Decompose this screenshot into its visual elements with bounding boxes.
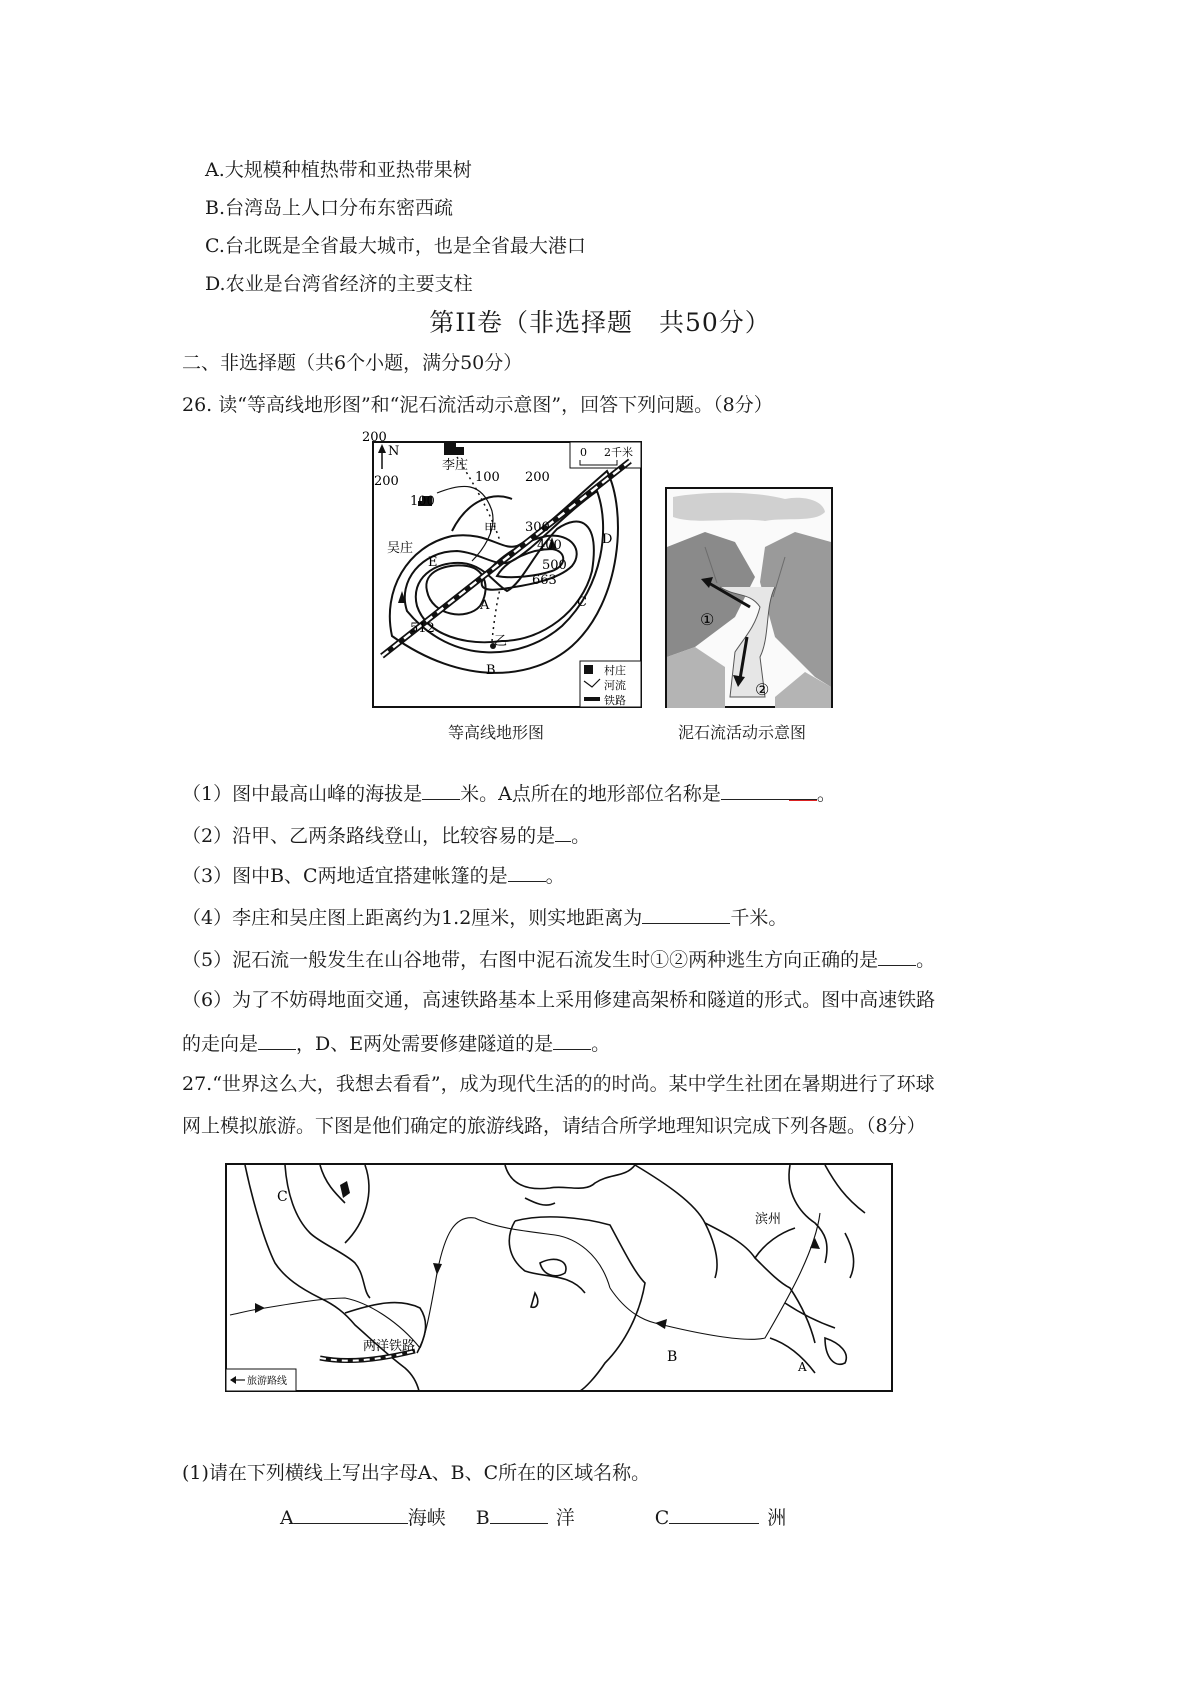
- answer-blank[interactable]: [294, 1503, 408, 1524]
- option-a: A.大规模种植热带和亚热带果树: [205, 159, 472, 181]
- svg-text:0: 0: [580, 446, 587, 459]
- contour-500: 500: [542, 558, 567, 573]
- q26-sub5: （5）泥石流一般发生在山谷地带，右图中泥石流发生时①②两种逃生方向正确的是 。: [182, 945, 935, 973]
- svg-text:2千米: 2千米: [604, 446, 633, 459]
- answer-blank[interactable]: [642, 903, 730, 924]
- route-yi: 乙: [494, 634, 508, 649]
- q26-sub3: （3）图中B、C两地适宜搭建帐篷的是 。: [182, 861, 565, 889]
- point-a: A: [480, 598, 490, 613]
- q26-sub6-line1: （6）为了不妨碍地面交通，高速铁路基本上采用修建高架桥和隧道的形式。图中高速铁路: [182, 989, 936, 1011]
- village-lizhuang: 李庄: [442, 458, 469, 473]
- point-e: E: [428, 555, 438, 570]
- option-c: C.台北既是全省最大城市，也是全省最大港口: [205, 235, 586, 257]
- region-label-a: A: [798, 1360, 807, 1374]
- legend-route: 旅游路线: [247, 1376, 287, 1387]
- section-title: 第II卷（非选择题 共50分）: [429, 308, 771, 337]
- contour-100-a: 100: [410, 494, 435, 509]
- q26-stem: 26. 读“等高线地形图”和“泥石流活动示意图”，回答下列问题。（8分）: [182, 394, 773, 416]
- region-label-b: B: [667, 1349, 678, 1365]
- section-header: 二、非选择题（共6个小题，满分50分）: [182, 352, 523, 374]
- option-d: D.农业是台湾省经济的主要支柱: [205, 273, 473, 295]
- region-label-c: C: [277, 1189, 288, 1205]
- peak-663: 663: [532, 573, 557, 588]
- svg-text:200: 200: [362, 430, 387, 445]
- answer-blank[interactable]: [721, 779, 817, 800]
- contour-100-b: 100: [475, 470, 500, 485]
- mudflow-caption: 泥石流活动示意图: [678, 723, 807, 742]
- legend-river: 河流: [604, 679, 626, 692]
- answer-blank[interactable]: [555, 821, 571, 842]
- q27-sub1: (1)请在下列横线上写出字母A、B、C所在的区域名称。: [182, 1462, 651, 1484]
- q26-sub6-line2: 的走向是 ，D、E两处需要修建隧道的是 。: [182, 1029, 610, 1057]
- contour-400: 400: [537, 538, 562, 553]
- legend-village: 村庄: [604, 664, 626, 677]
- q26-sub2: （2）沿甲、乙两条路线登山，比较容易的是 。: [182, 821, 590, 849]
- world-route-map: [225, 1163, 893, 1392]
- contour-300: 300: [525, 520, 550, 535]
- escape-arrow-2: ②: [755, 680, 770, 699]
- q26-sub1: （1）图中最高山峰的海拔是 米。A点所在的地形部位名称是 。: [182, 779, 836, 807]
- city-binzhou: 滨州: [755, 1212, 782, 1227]
- option-b: B.台湾岛上人口分布东密西疏: [205, 197, 454, 219]
- answer-blank[interactable]: [878, 945, 916, 966]
- contour-200-b: 200: [525, 470, 550, 485]
- railway-label: 两洋铁路: [363, 1339, 416, 1354]
- point-c: C: [577, 595, 587, 610]
- point-d: D: [602, 532, 613, 547]
- answer-blank[interactable]: [669, 1503, 759, 1524]
- answer-blank[interactable]: [508, 861, 546, 882]
- peak-512: 512: [410, 621, 435, 636]
- q27-stem-line1: 27.“世界这么大，我想去看看”，成为现代生活的的时尚。某中学生社团在暑期进行了环球: [182, 1073, 935, 1095]
- contour-caption: 等高线地形图: [448, 723, 545, 742]
- contour-200-a: 200: [374, 474, 399, 489]
- mudflow-diagram: [665, 487, 833, 708]
- answer-blank[interactable]: [490, 1503, 548, 1524]
- route-jia: 甲: [484, 522, 498, 537]
- q27-fill-line: A 海峡 B 洋 C 洲: [280, 1503, 786, 1531]
- contour-map: [362, 430, 642, 708]
- q26-sub4: （4）李庄和吴庄图上距离约为1.2厘米，则实地距离为 千米。: [182, 903, 787, 931]
- q27-stem-line2: 网上模拟旅游。下图是他们确定的旅游线路，请结合所学地理知识完成下列各题。（8分）: [182, 1115, 926, 1137]
- north-label: N: [388, 444, 400, 459]
- legend-railway: 铁路: [604, 694, 626, 707]
- village-wuzhuang: 吴庄: [387, 541, 414, 556]
- answer-blank[interactable]: [553, 1029, 591, 1050]
- point-b: B: [486, 663, 496, 678]
- answer-blank[interactable]: [258, 1029, 296, 1050]
- answer-blank[interactable]: [422, 779, 460, 800]
- escape-arrow-1: ①: [700, 610, 715, 629]
